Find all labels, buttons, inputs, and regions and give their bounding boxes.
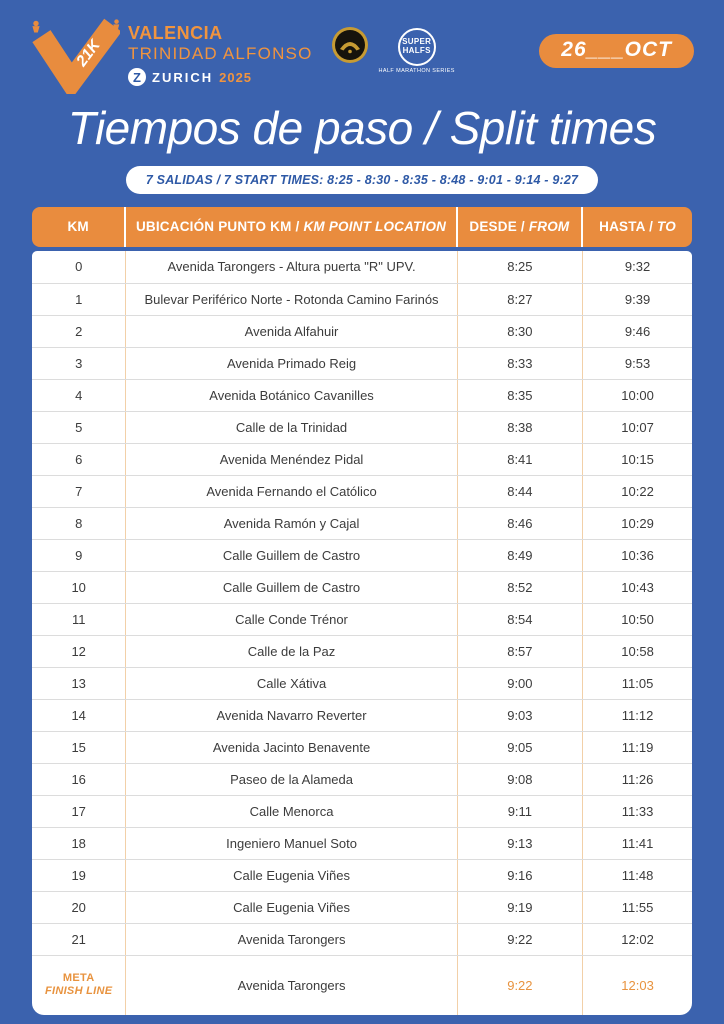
page-title: Tiempos de paso / Split times (67, 102, 657, 154)
table-row (32, 411, 692, 443)
cell-from: 8:33 (458, 348, 583, 379)
start-times-pill: 7 SALIDAS / 7 START TIMES: 8:25 - 8:30 - 8:35 - 8:48 - 9:01 - 9:14 - 9:27 (126, 166, 598, 194)
logo-city: VALENCIA (128, 23, 223, 43)
cell-to: 10:58 (621, 643, 654, 659)
race-logo (28, 18, 455, 94)
cell-to: 10:07 (621, 419, 654, 435)
cell-km: 1 (32, 284, 126, 315)
cell-to: 12:03 (621, 977, 654, 993)
cell-km: 20 (32, 892, 126, 923)
table-row (32, 507, 692, 539)
table-row (32, 379, 692, 411)
cell-from: 9:22 (458, 924, 583, 955)
cell-from: 8:27 (458, 284, 583, 315)
cell-from: 8:35 (458, 380, 583, 411)
cell-location: Avenida Ramón y Cajal (126, 508, 457, 539)
cell-location: Calle Eugenia Viñes (126, 892, 457, 923)
table-row (32, 539, 692, 571)
table-row (32, 315, 692, 347)
sponsor-name: ZURICH (152, 69, 214, 85)
cell-to: 10:50 (621, 611, 654, 627)
cell-from: 9:13 (458, 828, 583, 859)
col-header-km: KM (32, 207, 126, 247)
cell-to: 12:02 (621, 931, 654, 947)
cell-location: Calle de la Paz (126, 636, 457, 667)
cell-from: 9:19 (458, 892, 583, 923)
meta-label: META (62, 972, 95, 985)
cell-location: Avenida Fernando el Católico (126, 476, 457, 507)
21k-check-icon (28, 18, 120, 94)
table-row (32, 635, 692, 667)
split-table-header (32, 207, 692, 247)
table-row (32, 699, 692, 731)
cell-from: 8:38 (458, 412, 583, 443)
cell-km: 7 (32, 476, 126, 507)
cell-km: 21 (32, 924, 126, 955)
cell-from: 8:44 (458, 476, 583, 507)
cell-from: 8:57 (458, 636, 583, 667)
table-row (32, 827, 692, 859)
table-row (32, 795, 692, 827)
cell-km: 15 (32, 732, 126, 763)
cell-location: Avenida Tarongers - Altura puerta "R" UPV. (126, 251, 457, 283)
start-times-row (0, 166, 724, 194)
event-date-badge: 26___OCT (539, 34, 694, 68)
cell-km: 3 (32, 348, 126, 379)
table-row (32, 443, 692, 475)
table-row (32, 667, 692, 699)
cell-to: 11:19 (621, 739, 654, 755)
cell-location: Calle de la Trinidad (126, 412, 457, 443)
table-row (32, 923, 692, 955)
cell-to: 11:55 (621, 899, 654, 915)
cell-location: Bulevar Periférico Norte - Rotonda Camino Farinós (126, 284, 457, 315)
cell-from: 9:08 (458, 764, 583, 795)
cell-location: Avenida Menéndez Pidal (126, 444, 457, 475)
cell-from: 9:05 (458, 732, 583, 763)
cell-location: Calle Guillem de Castro (126, 540, 457, 571)
cell-to: 10:29 (621, 515, 654, 531)
cell-location: Avenida Primado Reig (126, 348, 457, 379)
cell-from: 9:03 (458, 700, 583, 731)
header (0, 0, 724, 94)
superhalfs-subtitle: HALF MARATHON SERIES (378, 68, 455, 74)
cell-to: 11:26 (621, 771, 654, 787)
finish-line-row (32, 955, 692, 1015)
cell-km: 6 (32, 444, 126, 475)
cell-from: 9:11 (458, 796, 583, 827)
cell-from: 8:41 (458, 444, 583, 475)
table-row (32, 603, 692, 635)
cell-to: 10:15 (621, 451, 654, 467)
cell-location: Avenida Tarongers (126, 956, 457, 1015)
cell-from: 8:54 (458, 604, 583, 635)
cell-to: 11:33 (621, 803, 654, 819)
svg-text:21K: 21K (73, 36, 104, 70)
cell-to: 9:46 (624, 323, 651, 339)
table-row (32, 475, 692, 507)
partner-badges (331, 26, 455, 74)
cell-km: 11 (32, 604, 126, 635)
cell-from: 8:49 (458, 540, 583, 571)
cell-km: 19 (32, 860, 126, 891)
cell-to: 9:53 (624, 355, 651, 371)
logo-race-name: TRINIDAD ALFONSO (128, 43, 313, 63)
table-row (32, 891, 692, 923)
edition-year: 2025 (219, 69, 253, 85)
cell-location: Avenida Jacinto Benavente (126, 732, 457, 763)
cell-to: 11:48 (621, 867, 654, 883)
table-row (32, 859, 692, 891)
cell-from: 8:52 (458, 572, 583, 603)
cell-to: 10:43 (621, 579, 654, 595)
world-athletics-gold-label-icon (331, 26, 369, 64)
cell-km: 8 (32, 508, 126, 539)
race-logo-text (128, 24, 313, 86)
cell-to: 9:39 (624, 291, 651, 307)
col-header-location: UBICACIÓN PUNTO KM / KM POINT LOCATION (126, 207, 457, 247)
cell-location: Calle Eugenia Viñes (126, 860, 457, 891)
split-table-body (32, 251, 692, 1015)
cell-km: 10 (32, 572, 126, 603)
zurich-z-icon: Z (128, 68, 146, 86)
finish-line-label: FINISH LINE (44, 985, 113, 998)
table-row (32, 731, 692, 763)
cell-location: Avenida Navarro Reverter (126, 700, 457, 731)
cell-km: 14 (32, 700, 126, 731)
cell-km: 13 (32, 668, 126, 699)
cell-from: 9:00 (458, 668, 583, 699)
cell-to: 10:00 (621, 387, 654, 403)
cell-km: 9 (32, 540, 126, 571)
cell-km: 2 (32, 316, 126, 347)
cell-from: 8:25 (458, 251, 583, 283)
table-row (32, 763, 692, 795)
cell-from: 8:30 (458, 316, 583, 347)
cell-location: Calle Conde Trénor (126, 604, 457, 635)
col-header-to: HASTA / TO (599, 219, 676, 235)
cell-from: 9:16 (458, 860, 583, 891)
cell-km: 0 (32, 251, 126, 283)
cell-from: 9:22 (458, 956, 583, 1015)
cell-from: 8:46 (458, 508, 583, 539)
cell-km: 16 (32, 764, 126, 795)
cell-location: Calle Xátiva (126, 668, 457, 699)
col-header-from: DESDE / FROM (458, 207, 583, 247)
table-row (32, 283, 692, 315)
sponsor-line (128, 68, 313, 86)
cell-location: Avenida Botánico Cavanilles (126, 380, 457, 411)
cell-to: 9:32 (624, 259, 651, 275)
cell-km: 17 (32, 796, 126, 827)
cell-km (32, 956, 126, 1015)
cell-location: Avenida Alfahuir (126, 316, 457, 347)
cell-km: 12 (32, 636, 126, 667)
cell-location: Avenida Tarongers (126, 924, 457, 955)
table-row (32, 571, 692, 603)
cell-to: 11:12 (621, 707, 654, 723)
cell-location: Paseo de la Alameda (126, 764, 457, 795)
table-row (32, 251, 692, 283)
cell-km: 4 (32, 380, 126, 411)
cell-to: 11:05 (621, 675, 654, 691)
split-table (32, 207, 692, 1015)
cell-location: Calle Menorca (126, 796, 457, 827)
cell-location: Calle Guillem de Castro (126, 572, 457, 603)
cell-km: 5 (32, 412, 126, 443)
table-row (32, 347, 692, 379)
cell-to: 10:22 (621, 483, 654, 499)
cell-to: 10:36 (621, 547, 654, 563)
cell-km: 18 (32, 828, 126, 859)
cell-location: Ingeniero Manuel Soto (126, 828, 457, 859)
superhalfs-badge-icon: SUPER HALFS HALF MARATHON SERIES (379, 28, 455, 74)
cell-to: 11:41 (621, 835, 654, 851)
